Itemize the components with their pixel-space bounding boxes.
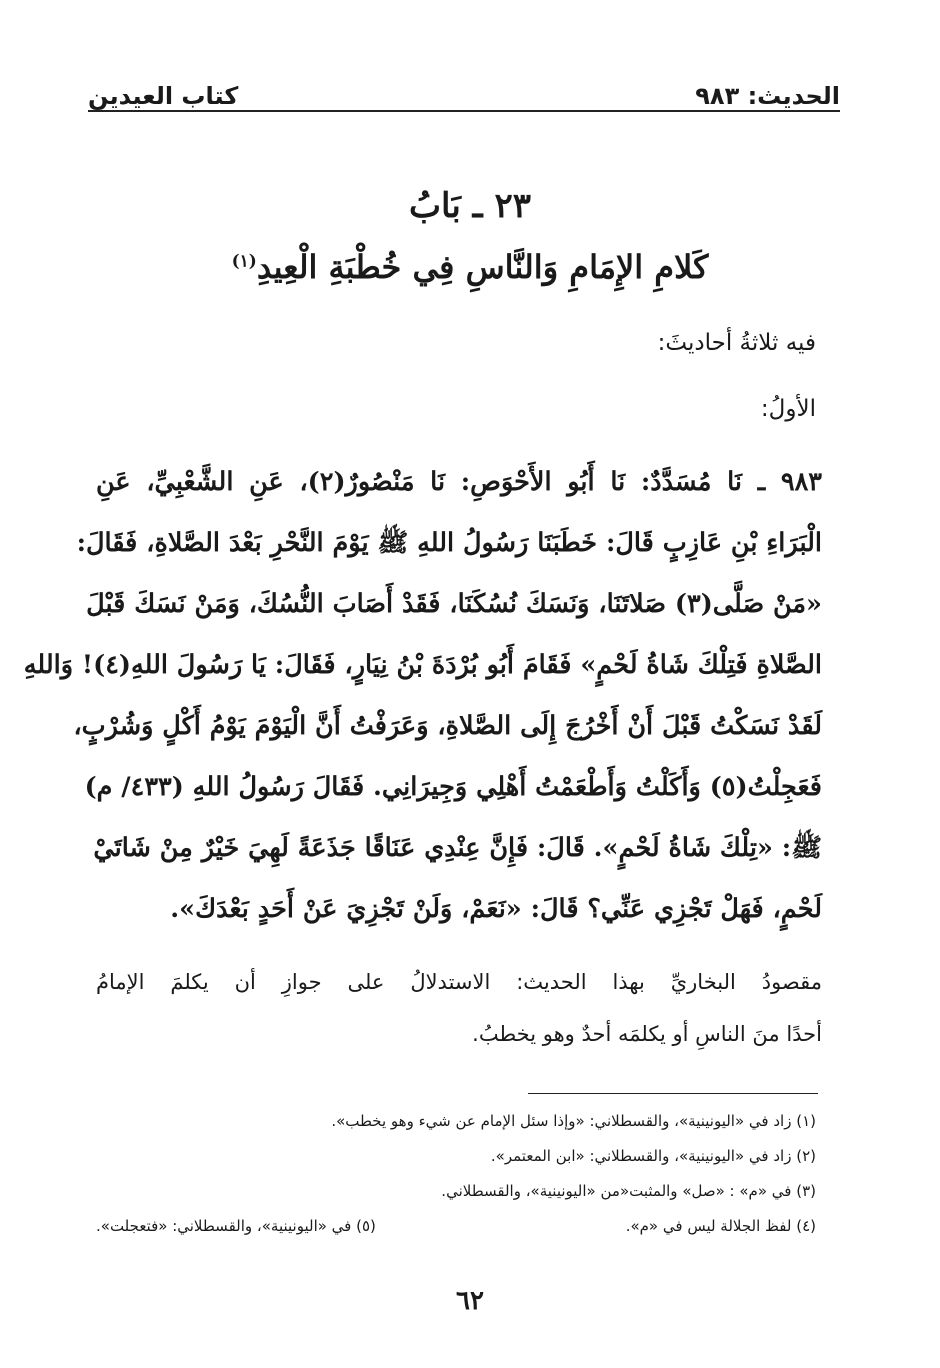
footnote-5: (٥) في «اليونينية»، والقسطلاني: «فتعجلت».: [96, 1217, 376, 1235]
running-header: [88, 66, 840, 110]
hadith-line: ٩٨٣ ـ نَا مُسَدَّدٌ: نَا أَبُو الأَحْوَصِ: نَا مَنْصُورٌ(٢)، عَنِ الشَّعْبِيِّ، عَنِ: [96, 467, 822, 497]
commentary: [96, 956, 822, 1060]
hadith-line: الصَّلاةِ فَتِلْكَ شَاةُ لَحْمٍ» فَقَامَ أَبُو بُرْدَةَ بْنُ نِيَارٍ، فَقَالَ: يَا رَسُولَ اللهِ(٤)! وَاللهِ: [23, 650, 822, 680]
header-hadith-ref: الحديث: ٩٨٣: [695, 82, 840, 110]
footnote-row-4-5: [96, 1209, 816, 1244]
footnote-separator: [528, 1093, 818, 1094]
intro-line-2: الأولُ:: [760, 396, 816, 422]
chapter-title-text: كَلامِ الإِمَامِ وَالنَّاسِ فِي خُطْبَةِ الْعِيدِ: [256, 248, 709, 286]
hadith-line: لَحْمٍ، فَهَلْ تَجْزِي عَنِّي؟ قَالَ: «نَعَمْ، وَلَنْ تَجْزِيَ عَنْ أَحَدٍ بَعْدَكَ».: [170, 894, 822, 924]
footnote-1: (١) زاد في «اليونينية»، والقسطلاني: «وإذا سئل الإمام عن شيء وهو يخطب».: [331, 1112, 816, 1130]
chapter-title: [0, 248, 940, 286]
page-number: ٦٢: [456, 1286, 484, 1316]
hadith-text: [23, 452, 822, 940]
footnotes: [96, 1104, 816, 1244]
footnote-2: (٢) زاد في «اليونينية»، والقسطلاني: «ابن المعتمر».: [490, 1147, 816, 1165]
hadith-line: لَقَدْ نَسَكْتُ قَبْلَ أَنْ أَخْرُجَ إِلَى الصَّلاةِ، وَعَرَفْتُ أَنَّ الْيَوْمَ يَوْمُ أَكْلٍ وَشُرْبٍ،: [73, 711, 822, 741]
commentary-line: أحدًا منَ الناسِ أو يكلمَه أحدٌ وهو يخطبُ.: [472, 1022, 822, 1046]
commentary-line: مقصودُ البخاريِّ بهذا الحديث: الاستدلالُ على جوازِ أن يكلمَ الإمامُ: [96, 970, 822, 994]
hadith-line: الْبَرَاءِ بْنِ عَازِبٍ قَالَ: خَطَبَنَا رَسُولُ اللهِ ﷺ يَوْمَ النَّحْرِ بَعْدَ الصَّلاةِ، فَقَالَ:: [76, 528, 822, 558]
footnote-3: (٣) في «م» : «صل» والمثبت«من «اليونينية»، والقسطلاني.: [441, 1182, 816, 1200]
header-rule: [88, 110, 840, 112]
hadith-line: ﷺ: «تِلْكَ شَاةُ لَحْمٍ». قَالَ: فَإِنَّ عِنْدِي عَنَاقًا جَذَعَةً لَهِيَ خَيْرٌ مِنْ شَاتَيْ: [93, 833, 822, 863]
header-book-title: كتاب العيدين: [88, 82, 239, 110]
hadith-line: فَعَجِلْتُ(٥) وَأَكَلْتُ وَأَطْعَمْتُ أَهْلِي وَجِيرَانِي. فَقَالَ رَسُولُ اللهِ (٤٣٣/ م): [84, 772, 822, 802]
intro-line-1: فيه ثلاثةُ أحاديثَ:: [657, 330, 816, 356]
footnote-4: (٤) لفظ الجلالة ليس في «م».: [625, 1217, 816, 1235]
chapter-title-footnote-ref: (١): [231, 251, 257, 272]
chapter-number: ٢٣ ـ بَابُ: [409, 186, 531, 226]
hadith-line: «مَنْ صَلَّى(٣) صَلاتَنَا، وَنَسَكَ نُسُكَنَا، فَقَدْ أَصَابَ النُّسُكَ، وَمَنْ نَسَكَ قَبْلَ: [86, 589, 822, 619]
